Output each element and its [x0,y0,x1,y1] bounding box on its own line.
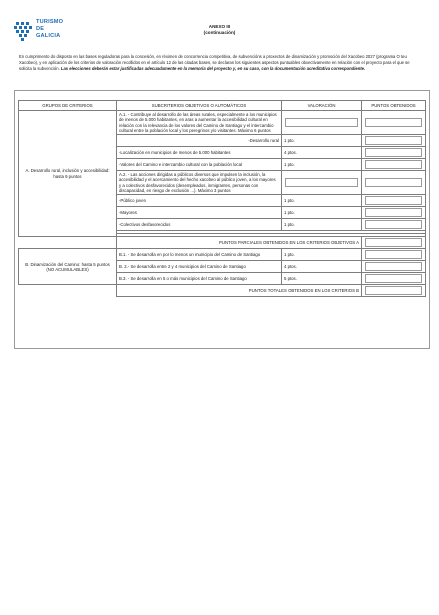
intro-paragraph [19,54,415,73]
a2-item-label: -Público joven [117,195,282,207]
b-item-label: B. 2.- Se desarrolla entre 2 y 4 municipios del Camino de Santiago [117,261,282,273]
points-input[interactable] [365,136,422,145]
table-row [19,111,426,135]
a1-item-value: 1 pto. [282,135,362,147]
intro-text: En cumprimento do disposto en las bases reguladoras para la concesión, en réximen de concorrencia competitiva, de subvencións a proxectos de dinamización y promoción del Xacobeo 2027 (programa O teu Xacobeo), y en aplicación de los criterios de valoración recollidos en el artículo 12 de las citadas bases, se declaran los siguientes aspectos puntuables obxectivamente en relación con el proyecto para el que se solicita la subvención. [19,54,410,72]
table-row [19,249,426,261]
subcriterion-a2: A.2. - Las acciones dirigidas a públicos diversos que impulsen la inclusión, la accesibilidad y el acercamiento del hecho xacobeo al público joven, a los mayores y a colectivos desfavorecidos (desempleados, inmigrantes, personas con discapacidad, en riesgo de exclusión ...). Máximo 3 puntos [117,171,282,195]
a1-item-label: -Localización en municipios de menos de 5.000 habitantes [117,147,282,159]
points-input[interactable] [365,160,422,169]
header-subcriteria: SUBCRITERIOS OBJETIVOS O AUTOMÁTICOS [117,101,282,111]
a2-item-label: -Mayores [117,207,282,219]
sum-b-field[interactable] [365,286,422,295]
b-item-label: B.1. - Se desarrolla en por lo menos un municipio del Camino de Santiago [117,249,282,261]
group-a-label: A. Desarrollo rural, inclusión y accesibilidad: hasta 9 puntos [19,111,117,237]
sum-a-label: PUNTOS PARCIALES OBTENIDOS EN LOS CRITERIOS OBJETIVOS A [117,237,362,249]
a2-points-field[interactable] [365,178,422,187]
logo-line-2: DE [36,26,45,32]
a2-valoration-field[interactable] [285,178,358,187]
subcriterion-a1: A.1. - Contribuye al desarrollo de las áreas rurales, especialmente a los municipios de menos de 5.000 habitantes, en aras a aumentar la accesibilidad cultural en relación con la relevancia de los valores del Camino de Santiago y el intercambio cultural entre la población local y los peregrinos y/o visitantes. Máximo 6 puntos [117,111,282,135]
points-input[interactable] [365,220,422,229]
header-valoracion: VALORACIÓN [282,101,362,111]
a2-item-value: 1 pto. [282,195,362,207]
sum-a-field[interactable] [365,238,422,247]
b-item-value: 4 ptos. [282,261,362,273]
annex-title: ANEXO III [208,24,231,29]
points-input[interactable] [365,274,422,283]
sum-b-row [19,285,426,297]
table-header-row [19,101,426,111]
logo-line-1: TURISMO [36,19,64,25]
a1-item-label: -Valores del Camino e intercambio cultural con la población local [117,159,282,171]
annex-subtitle: (continuación) [203,30,236,35]
a1-item-value: 1 pto. [282,159,362,171]
a1-item-label: -Desarrollo rural [117,135,282,147]
b-item-label: B.3. - Se desarrolla en 5 o más municipios del Camino de Santiago [117,273,282,285]
logo-line-3: GALICIA [36,33,61,39]
b-item-value: 1 pto. [282,249,362,261]
points-input[interactable] [365,196,422,205]
b-item-value: 5 ptos. [282,273,362,285]
header-groups: GRUPOS DE CRITERIOS [19,101,117,111]
intro-emphasis: Las elecciones deberán estar justificadas adecuadamente en la memoria del proyecto y, en su caso, con la documentación acreditativa correspondiente. [60,66,366,72]
points-input[interactable] [365,208,422,217]
sum-b-label: PUNTOS TOTALES OBTENIDOS EN LOS CRITERIOS B [117,285,362,297]
a2-item-label: -Colectivos desfavorecidos [117,219,282,231]
points-input[interactable] [365,262,422,271]
a2-item-value: 1 pto. [282,219,362,231]
header-points: PUNTOS OBTENIDOS [362,101,426,111]
a2-item-value: 1 pto. [282,207,362,219]
sum-a-row [19,237,426,249]
a1-item-value: 4 ptos. [282,147,362,159]
points-input[interactable] [365,250,422,259]
a1-valoration-field[interactable] [285,118,358,127]
points-input[interactable] [365,148,422,157]
group-b-label: B. Dinamización del Camino: hasta 5 puntos (NO ACUMULABLES) [19,249,117,285]
a1-points-field[interactable] [365,118,422,127]
criteria-table [18,100,426,297]
